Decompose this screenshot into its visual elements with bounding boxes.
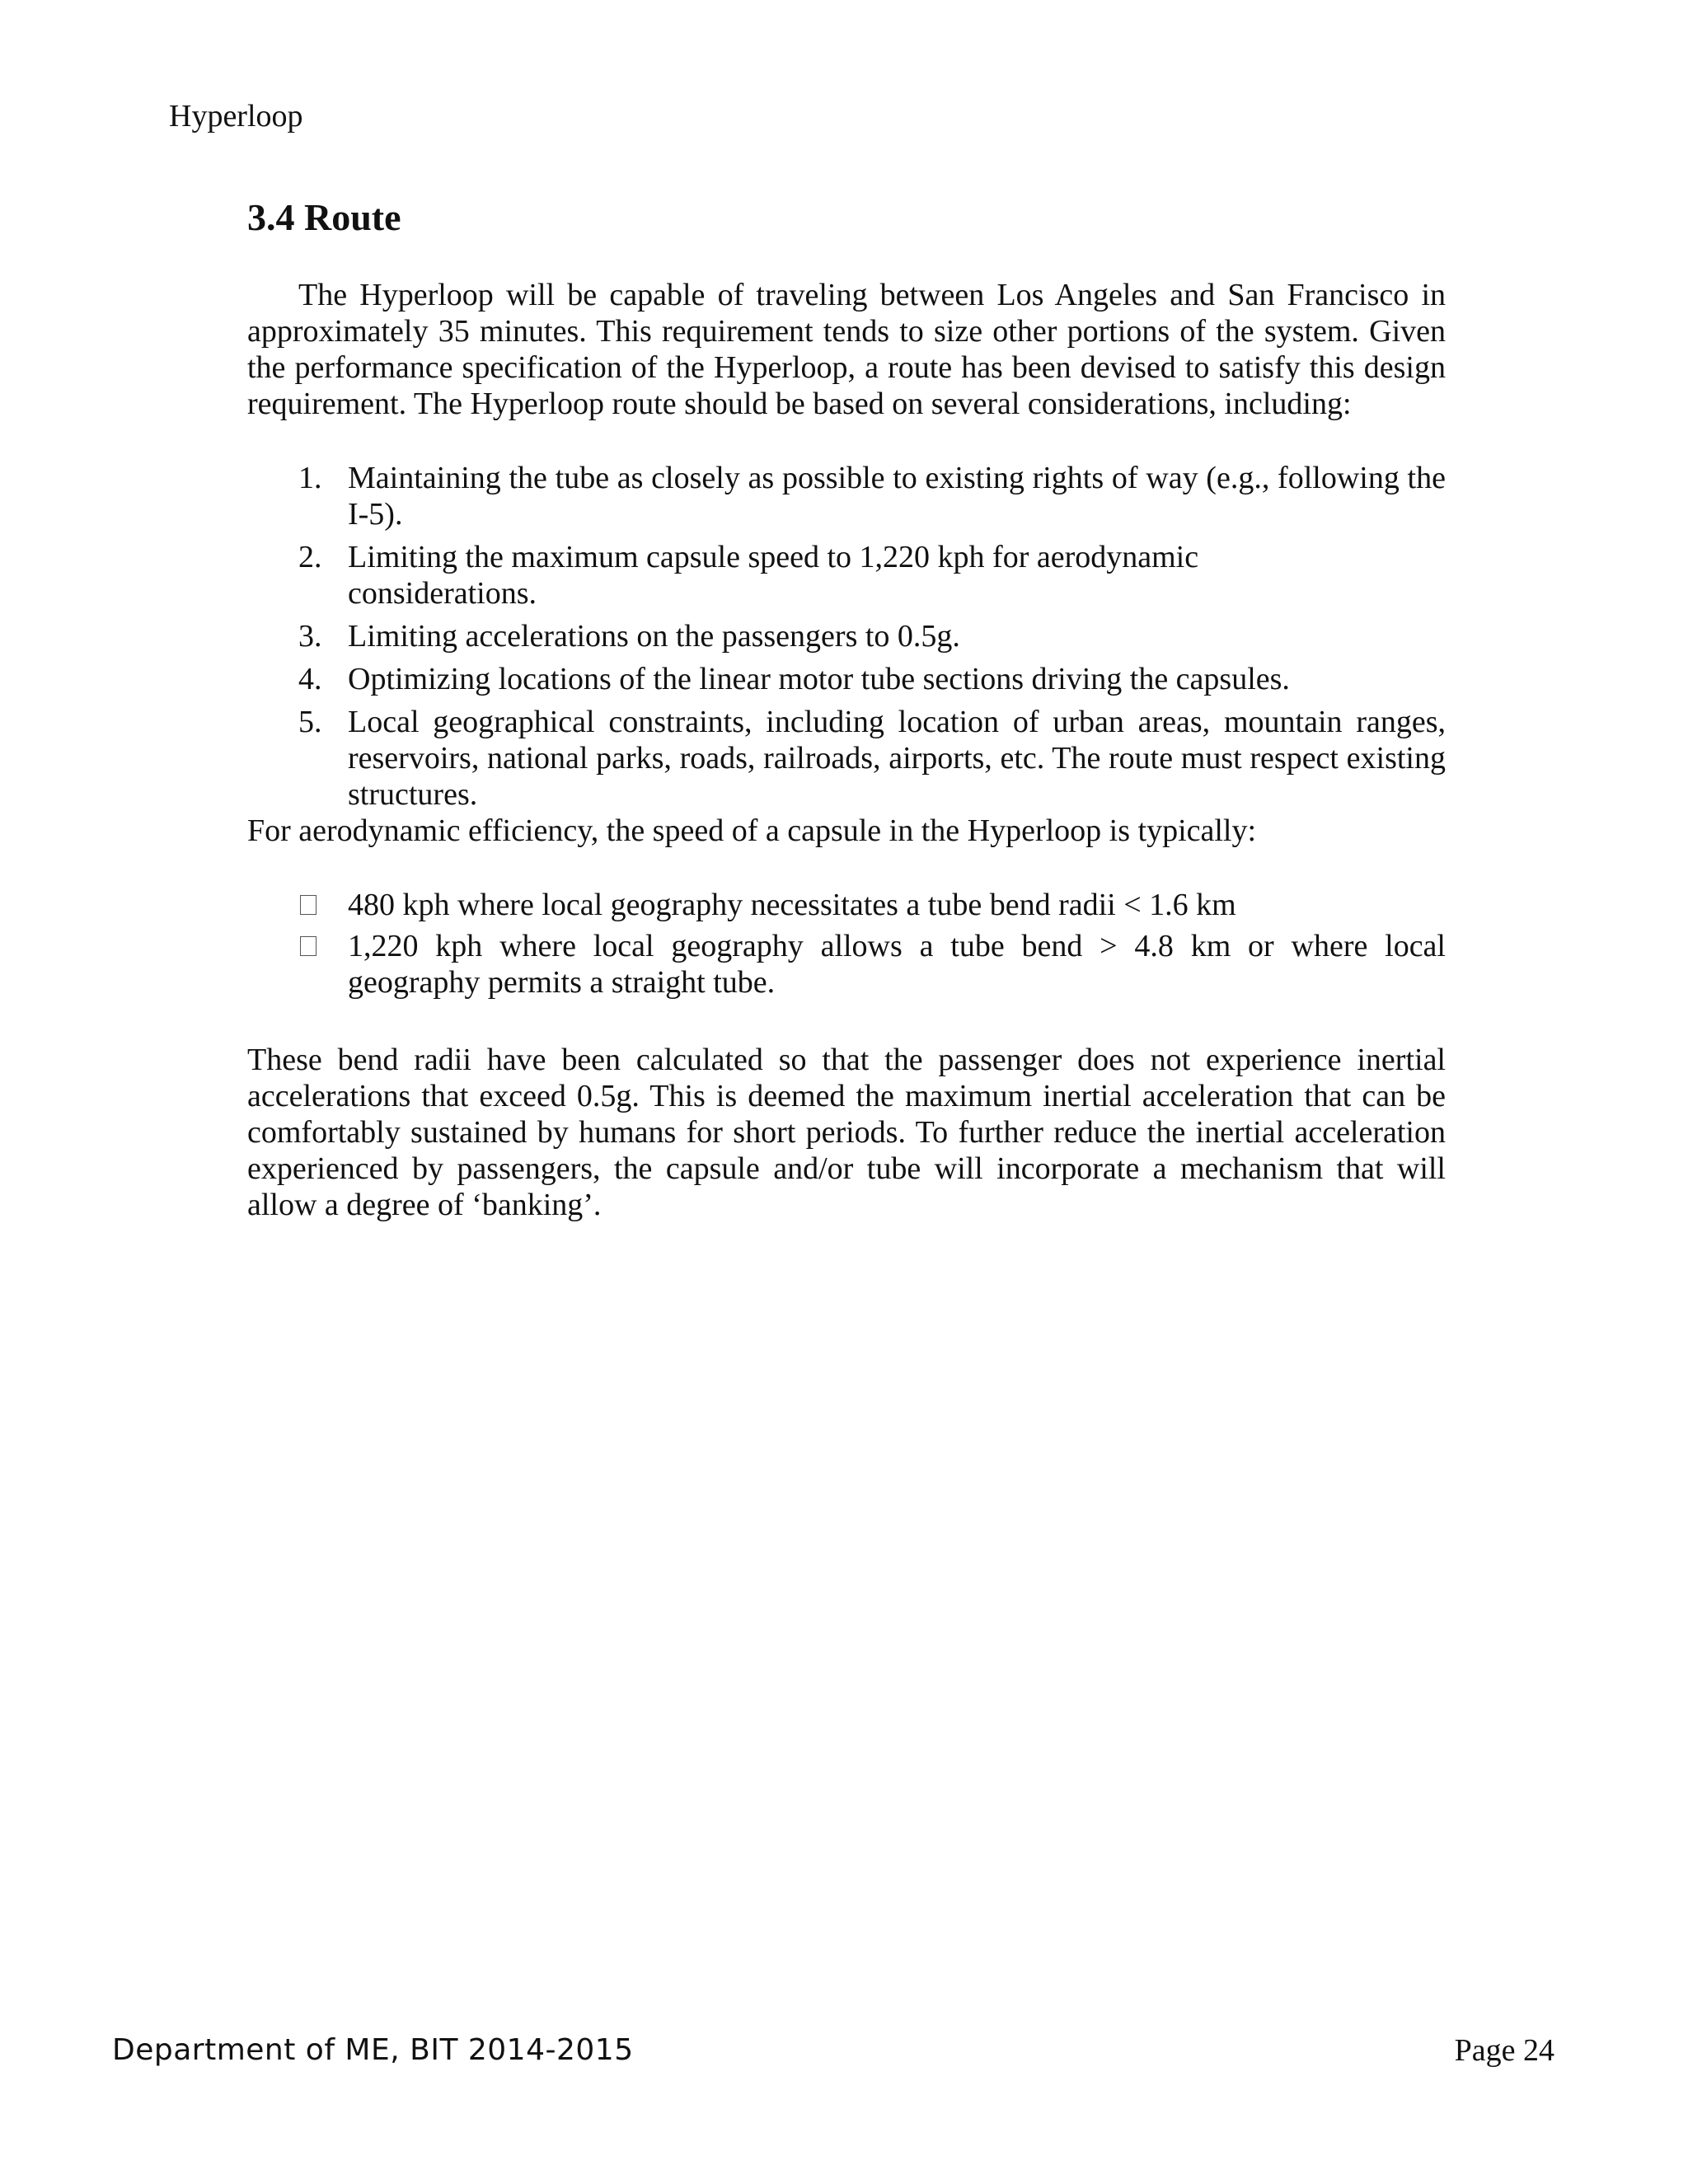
- list-item-text: Maintaining the tube as closely as possible to existing rights of way (e.g., following the I-5).: [348, 461, 1446, 532]
- intro-paragraph: The Hyperloop will be capable of traveling between Los Angeles and San Francisco in approximately 35 minutes. This requirement tends to size other portions of the system. Given the performance specification of the Hyperloop, a route has been devised to satisfy this design requirement. The Hyperloop route should be based on several considerations, including:: [247, 278, 1446, 421]
- bullet-box-icon: [300, 895, 316, 915]
- running-header: Hyperloop: [169, 99, 303, 134]
- list-item-text: Local geographical constraints, including location of urban areas, mountain ranges, reservoirs, national parks, roads, railroads, airports, etc. The route must respect existing structures.: [348, 705, 1446, 812]
- list-item-text: 1,220 kph where local geography allows a tube bend > 4.8 km or where local geography permits a straight tube.: [348, 929, 1446, 1000]
- list-number: 2.: [298, 540, 322, 574]
- speed-list: [247, 887, 1446, 1001]
- list-number: 5.: [298, 705, 322, 739]
- list-item-text: Limiting the maximum capsule speed to 1,220 kph for aerodynamic considerations.: [348, 540, 1199, 611]
- closing-paragraph: These bend radii have been calculated so that the passenger does not experience inertial accelerations that exceed 0.5g. This is deemed the maximum inertial acceleration that can be comfortably sustained by humans for short periods. To further reduce the inertial acceleration experienced by passengers, the capsule and/or tube will incorporate a mechanism that will allow a degree of ‘banking’.: [247, 1043, 1446, 1222]
- list-item: [247, 539, 1446, 612]
- bullet-box-icon: [300, 936, 316, 956]
- list-number: 1.: [298, 461, 322, 495]
- list-item: [247, 661, 1446, 697]
- section-title: 3.4 Route: [247, 196, 401, 238]
- footer-department: Department of ME, BIT 2014-2015: [112, 2033, 634, 2067]
- considerations-list: [247, 460, 1446, 813]
- list-item: [247, 887, 1446, 923]
- list-item-text: 480 kph where local geography necessitates a tube bend radii < 1.6 km: [348, 888, 1236, 922]
- list-number: 4.: [298, 662, 322, 696]
- speed-lead-paragraph: For aerodynamic efficiency, the speed of a capsule in the Hyperloop is typically:: [247, 813, 1257, 848]
- footer-page-number: Page 24: [1454, 2033, 1554, 2068]
- page-content: [247, 194, 1446, 1223]
- list-item-text: Limiting accelerations on the passengers to 0.5g.: [348, 619, 960, 654]
- list-number: 3.: [298, 619, 322, 654]
- list-item: [247, 928, 1446, 1001]
- list-item: [247, 460, 1446, 532]
- list-item: [247, 618, 1446, 654]
- list-item-text: Optimizing locations of the linear motor tube sections driving the capsules.: [348, 662, 1290, 696]
- list-item: [247, 704, 1446, 813]
